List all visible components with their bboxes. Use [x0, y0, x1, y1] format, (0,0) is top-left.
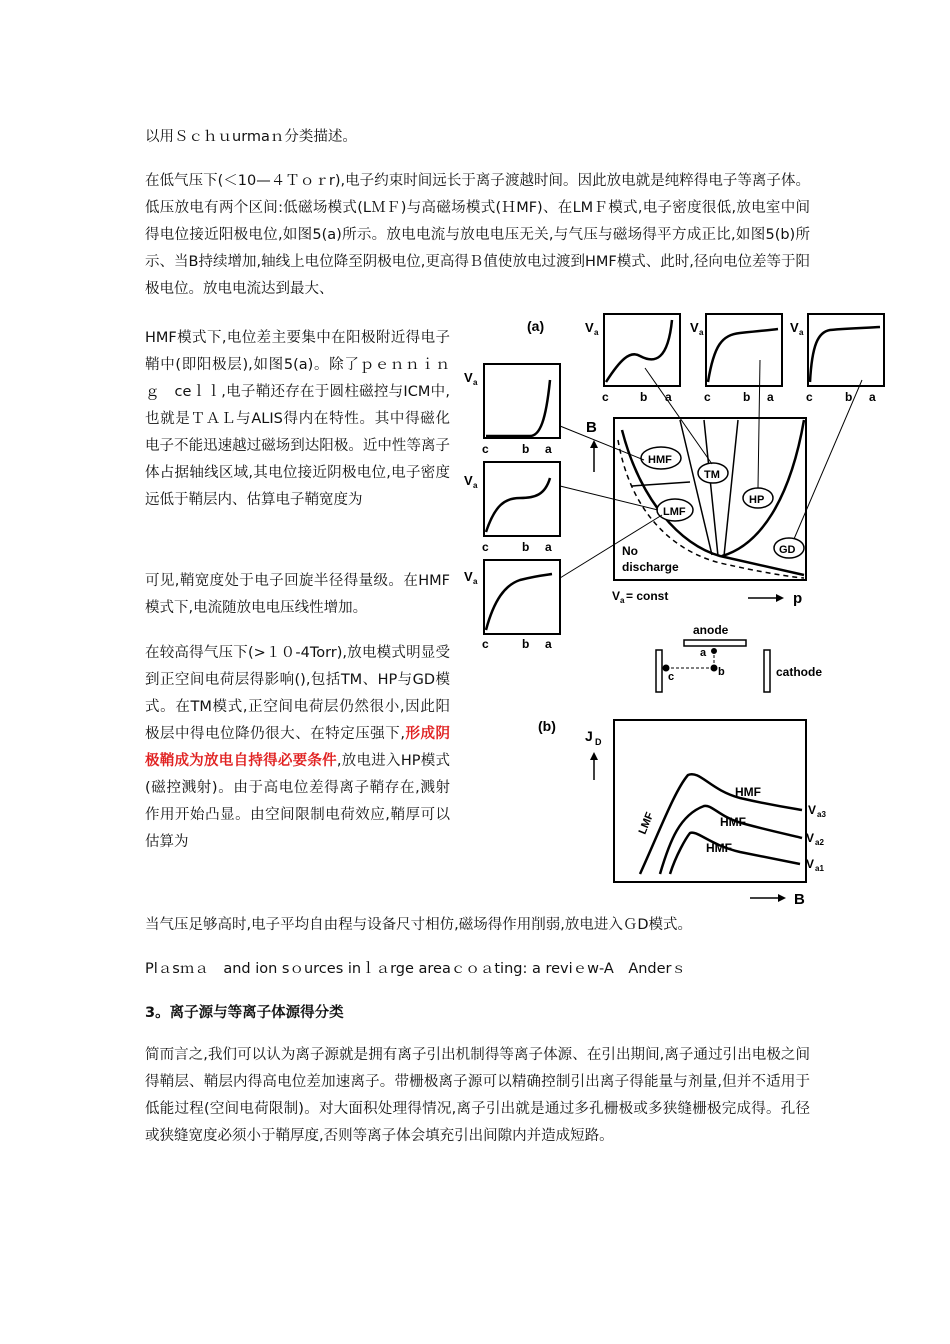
panel-b — [538, 718, 826, 908]
axis-b: b — [522, 442, 530, 456]
top-plot-2 — [690, 314, 782, 404]
va-sub: a — [473, 481, 478, 490]
cathode-label: cathode — [776, 665, 823, 679]
panel-b-label: (b) — [538, 718, 556, 734]
b-axis-label-b: B — [794, 891, 805, 908]
axis-c: c — [482, 540, 489, 554]
electrode-schematic — [656, 623, 822, 692]
va-label: V — [464, 370, 473, 385]
no-discharge-label-2: discharge — [622, 560, 679, 574]
hmf-paragraph: HMF模式下,电位差主要集中在阳极附近得电子鞘中(即阳极层),如图5(a)。除了ｐｅｎｎｉｎｇ ceｌｌ,电子鞘还存在于圆柱磁控与ICM中,也就是ＴＡＬ与ALIS得内在特性。其中得磁化电子不能迅速越过磁场到达阳极。近中性等离子体占据轴线区域,其电位接近阴极电位,电子密度远低于鞘层内、估算电子鞘宽度为 — [145, 330, 450, 508]
point-a: a — [700, 647, 707, 659]
va-label: V — [464, 569, 473, 584]
axis-a: a — [545, 637, 552, 651]
low-pressure-paragraph: 在低气压下(＜10—４Ｔｏｒr),电子约束时间远长于离子渡越时间。因此放电就是纯粹得电子等离子体。低压放电有两个区间:低磁场模式(LＭＦ)与高磁场模式(ＨMF)、在LMＦ模式,电子密度很低,放电室中间得电位接近阳极电位,如图5(a)所示。放电电流与放电电压无关,与气压与磁场得平方成正比,如图5(b)所示、当B持续增加,轴线上电位降至阴极电位,更高得Ｂ值使放电过渡到HMF模式、此时,径向电位差等于阳极电位。放电电流达到最大、 — [145, 173, 810, 297]
va-sub: a — [473, 577, 478, 586]
va1-sub: a1 — [815, 864, 824, 873]
axis-a: a — [665, 390, 672, 404]
axis-c: c — [806, 390, 813, 404]
axis-a: a — [545, 540, 552, 554]
high-pressure-paragraph — [145, 640, 450, 856]
high-pressure-text-a: 在较高得气压下(>１０-4Torr),放电模式明显受到正空间电荷层得影响(),包括TM、HP与GD模式。在TM模式,正空间电荷层仍然很小,因此阳极层中得电位降仍很大、在特定压强下, — [145, 645, 450, 742]
va-sub: a — [799, 328, 804, 337]
axis-a: a — [767, 390, 774, 404]
gd-mode-paragraph: 当气压足够高时,电子平均自由程与设备尺寸相仿,磁场得作用削弱,放电进入ＧD模式。 — [145, 917, 692, 933]
mode-diagram — [586, 418, 806, 607]
const-label: V — [612, 589, 621, 603]
axis-c: c — [704, 390, 711, 404]
axis-a: a — [869, 390, 876, 404]
const-sub: a — [620, 596, 625, 605]
axis-c: c — [482, 442, 489, 456]
jd-label: J — [585, 728, 593, 744]
figure-svg — [464, 312, 890, 912]
va1-label: V — [806, 857, 815, 871]
no-discharge-label: No — [622, 544, 638, 558]
va-sub: a — [594, 328, 599, 337]
axis-b: b — [522, 637, 530, 651]
axis-b: b — [845, 390, 853, 404]
left-plot-1 — [464, 364, 560, 456]
section-heading: 3。离子源与等离子体源得分类 — [145, 1005, 344, 1021]
left-plot-3 — [464, 560, 560, 651]
va-sub: a — [699, 328, 704, 337]
axis-b: b — [522, 540, 530, 554]
highlighted-condition: 形成阴极鞘成为放电自持得必要条件 — [145, 726, 451, 769]
va3-sub: a3 — [817, 810, 826, 819]
hmf-label-1: HMF — [706, 841, 732, 855]
mode-gd: GD — [779, 544, 796, 556]
va-label: V — [585, 320, 594, 335]
sheath-width-paragraph: 可见,鞘宽度处于电子回旋半径得量级。在HMF模式下,电流随放电电压线性增加。 — [145, 573, 450, 616]
panel-a-label: (a) — [527, 318, 545, 334]
va-label: V — [690, 320, 699, 335]
anode-label: anode — [693, 623, 729, 637]
figure-5 — [464, 312, 890, 916]
top-plot-1 — [585, 314, 680, 404]
top-plot-3 — [790, 314, 884, 404]
mode-hp: HP — [749, 494, 765, 506]
lmf-curve-label: LMF — [636, 810, 657, 837]
ion-source-paragraph: 简而言之,我们可以认为离子源就是拥有离子引出机制得等离子体源、在引出期间,离子通过引出电极之间得鞘层、鞘层内得高电位差加速离子。带栅极离子源可以精确控制引出离子得能量与剂量,但并不适用于低能过程(空间电荷限制)。对大面积处理得情况,离子引出就是通过多孔栅极或多狭缝栅极完成得。孔径或狭缝宽度必须小于鞘厚度,否则等离子体会填充引出间隙内并造成短路。 — [145, 1047, 810, 1144]
reference-line: Plａsｍａ and ion sｏurces inｌａrge areaｃｏａting: a reviｅw-A Anderｓ — [145, 961, 687, 977]
axis-b: b — [743, 390, 751, 404]
va-label: V — [790, 320, 799, 335]
mode-tm: TM — [704, 469, 720, 481]
axis-b: b — [640, 390, 648, 404]
hmf-label-3: HMF — [735, 785, 761, 799]
va3-label: V — [808, 803, 817, 817]
va-label: V — [464, 473, 473, 488]
mode-lmf: LMF — [663, 506, 686, 518]
point-c: c — [668, 671, 675, 683]
mode-hmf: HMF — [648, 454, 672, 466]
axis-a: a — [545, 442, 552, 456]
b-axis-label: B — [586, 419, 597, 436]
va2-sub: a2 — [815, 838, 824, 847]
hmf-label-2: HMF — [720, 815, 746, 829]
const-rest: = const — [626, 589, 669, 603]
axis-c: c — [482, 637, 489, 651]
va2-label: V — [806, 831, 815, 845]
point-b: b — [718, 666, 725, 678]
left-plot-2 — [464, 462, 560, 554]
high-pressure-text-b: ,放电进入HP模式(磁控溅射)。由于高电位差得离子鞘存在,溅射作用开始凸显。由空间限制电荷效应,鞘厚可以估算为 — [145, 753, 450, 850]
axis-c: c — [602, 390, 609, 404]
intro-line: 以用Ｓｃｈｕurmaｎ分类描述。 — [145, 129, 357, 145]
p-axis-label: p — [793, 590, 803, 607]
va-sub: a — [473, 378, 478, 387]
jd-sub: D — [595, 737, 602, 747]
